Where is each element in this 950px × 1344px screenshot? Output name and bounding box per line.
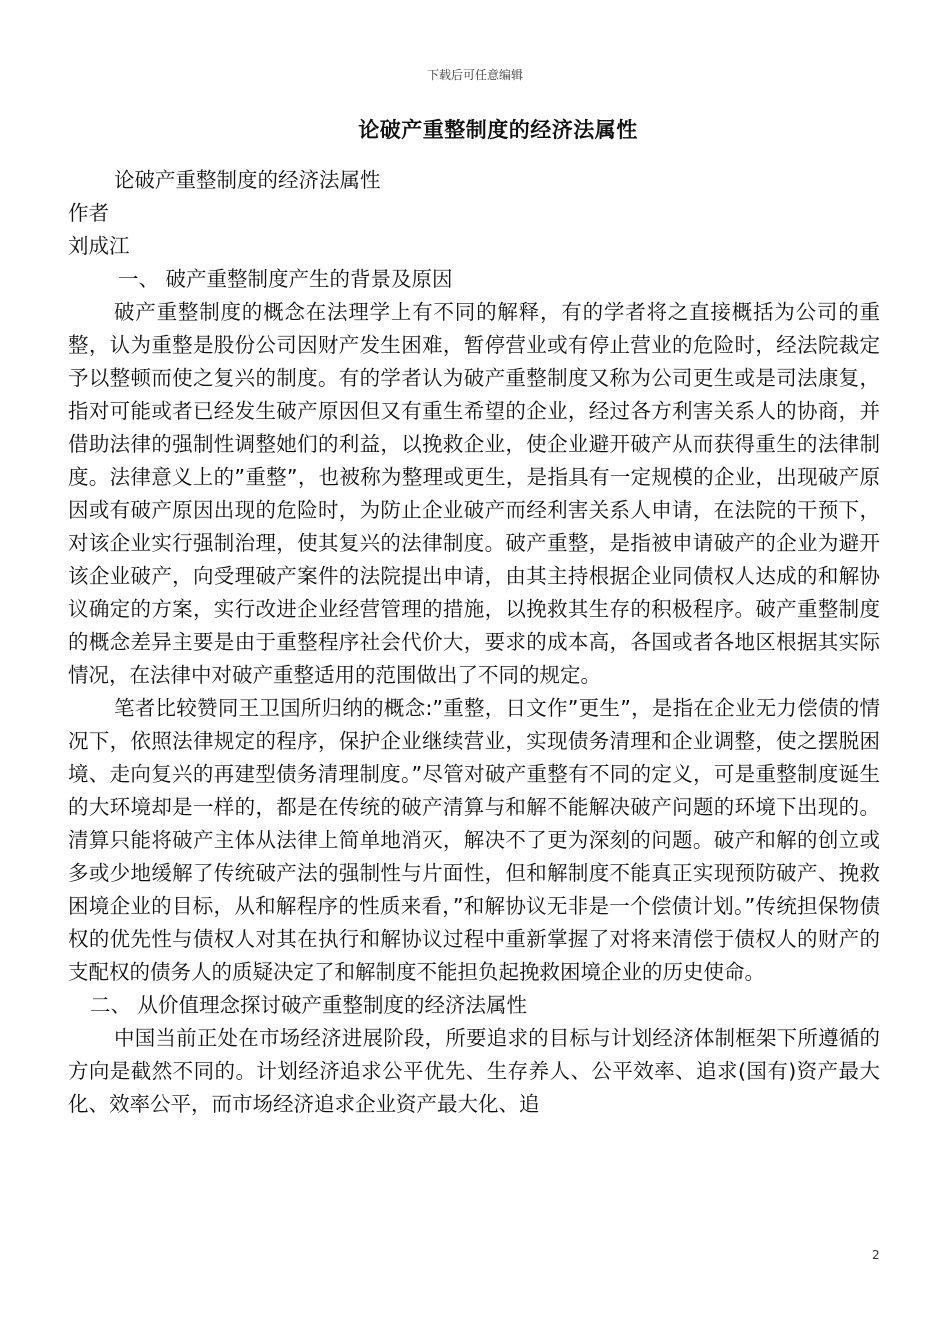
document-title: 论破产重整制度的经济法属性 xyxy=(358,118,638,142)
header-note: 下载后可任意编辑 xyxy=(426,68,523,82)
section-2-paragraph-1: 中国当前正处在市场经济进展阶段，所要追求的目标与计划经济体制框架下所遵循的方向是截然不同的。计划经济追求公平优先、生存养人、公平效率、追求(国有)资产最大化、效率公平，而市场经济追求企业资产最大化、追 xyxy=(68,1026,880,1116)
section-2-heading: 二、 从价值理念探讨破产重整制度的经济法属性 xyxy=(90,993,528,1017)
author-name: 刘成江 xyxy=(68,234,130,258)
section-1-paragraph-2: 笔者比较赞同王卫国所归纳的概念:”重整，日文作”更生”，是指在企业无力偿债的情况下，依照法律规定的程序，保护企业继续营业，实现债务清理和企业调整，使之摆脱困境、走向复兴的再建型债务清理制度。”尽管对破产重整有不同的定义，可是重整制度诞生的大环境却是一样的，都是在传统的破产清算与和解不能解决破产问题的环境下出现的。清算只能将破产主体从法律上简单地消灭，解决不了更为深刻的问题。破产和解的创立或多或少地缓解了传统破产法的强制性与片面性，但和解制度不能真正实现预防破产、挽救困境企业的目标，从和解程序的性质来看，”和解协议无非是一个偿债计划。”传统担保物债权的优先性与债权人对其在执行和解协议过程中重新掌握了对将来清偿于债权人的财产的支配权的债务人的质疑决定了和解制度不能担负起挽救困境企业的历史使命。 xyxy=(68,696,880,984)
author-label: 作者 xyxy=(68,201,109,225)
section-1-heading: 一、 破产重整制度产生的背景及原因 xyxy=(118,267,453,291)
section-1-paragraph-1: 破产重整制度的概念在法理学上有不同的解释，有的学者将之直接概括为公司的重整，认为重整是股份公司因财产发生困难，暂停营业或有停止营业的危险时，经法院裁定予以整顿而使之复兴的制度。有的学者认为破产重整制度又称为公司更生或是司法康复，指对可能或者已经发生破产原因但又有重生希望的企业，经过各方利害关系人的协商，并借助法律的强制性调整她们的利益，以挽救企业，使企业避开破产从而获得重生的法律制度。法律意义上的”重整”，也被称为整理或更生，是指具有一定规模的企业，出现破产原因或有破产原因出现的危险时，为防止企业破产而经利害关系人申请，在法院的干预下，对该企业实行强制治理，使其复兴的法律制度。破产重整，是指被申请破产的企业为避开该企业破产，向受理破产案件的法院提出申请，由其主持根据企业同债权人达成的和解协议确定的方案，实行改进企业经营管理的措施，以挽救其生存的积极程序。破产重整制度的概念差异主要是由于重整程序社会代价大，要求的成本高，各国或者各地区根据其实际情况，在法律中对破产重整适用的范围做出了不同的规定。 xyxy=(68,300,880,687)
body-subtitle: 论破产重整制度的经济法属性 xyxy=(114,168,381,192)
document-body xyxy=(68,164,880,1121)
page-number: 2 xyxy=(872,1248,880,1262)
